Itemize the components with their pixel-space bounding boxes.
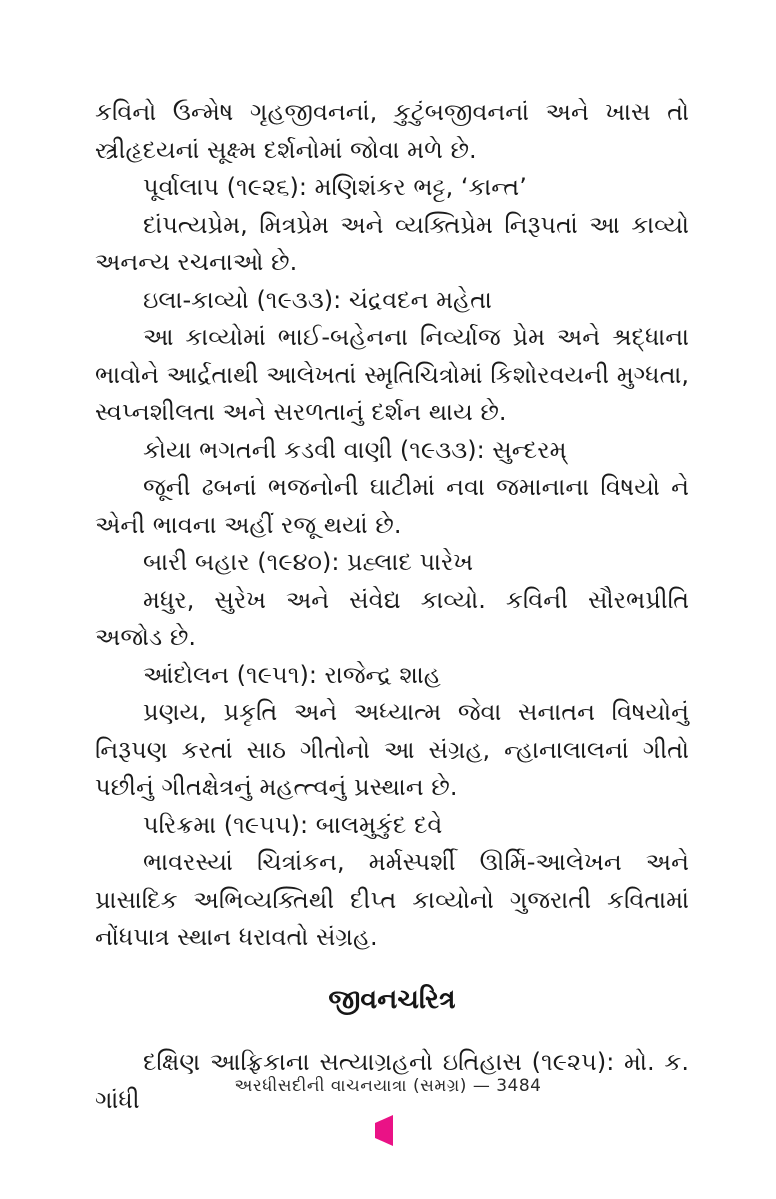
book-entry: કોયા ભગતની કડવી વાણી (૧૯૩૩): સુન્દરમ્ <box>143 435 567 464</box>
paragraph: મધુર, સુરેખ અને સંવેદ્ય કાવ્યો. કવિની સૌરભપ્રીતિ અજોડ છે. <box>95 585 689 651</box>
paragraph: જૂની ઢબનાં ભજનોની ઘાટીમાં નવા જમાનાના વિષયો ને એની ભાવના અહીં રજૂ થયાં છે. <box>95 473 689 539</box>
back-triangle-icon <box>375 1115 393 1146</box>
paragraph: પ્રણય, પ્રકૃતિ અને અધ્યાત્મ જેવા સનાતન વિષયોનું નિરૂપણ કરતાં સાઠ ગીતોનો આ સંગ્રહ, ન્હાનાલાલનાં ગીતો પછીનું ગીતક્ષેત્રનું મહત્ત્વનું પ્રસ્થાન છે. <box>95 698 689 801</box>
footer-text: અરધીસદીની વાચનયાત્રા (સમગ્ર) — 3484 <box>234 1076 542 1096</box>
section-heading: જીવનચરિત્ર <box>328 983 456 1015</box>
book-entry: દક્ષિણ આફ્રિકાના સત્યાગ્રહનો ઇતિહાસ (૧૯૨૫): મો. ક. ગાંધી <box>95 1048 689 1114</box>
book-entry: પૂર્વાલાપ (૧૯૨૬): મણિશંકર ભટ્ટ, ‘કાન્ત’ <box>143 173 527 201</box>
book-entry: પરિક્રમા (૧૯૫૫): બાલમુકુંદ દવે <box>143 810 443 839</box>
paragraph: ભાવરસ્યાં ચિત્રાંકન, મર્મસ્પર્શી ઊર્મિ-આલેખન અને પ્રાસાદિક અભિવ્યક્તિથી દીપ્ત કાવ્યોનો ગુજરાતી કવિતામાં નોંધપાત્ર સ્થાન ધરાવતો સંગ્રહ. <box>95 848 689 951</box>
paragraph: આ કાવ્યોમાં ભાઈ-બહેનના નિર્વ્યાજ પ્રેમ અને શ્રદ્ધાના ભાવોને આર્દ્રતાથી આલેખતાં સ્મૃતિચિત્રોમાં કિશોરવયની મુગ્ધતા, સ્વપ્નશીલતા અને સરળતાનું દર્શન થાય છે. <box>95 323 689 426</box>
paragraph: કવિનો ઉન્મેષ ગૃહજીવનનાં, કુટુંબજીવનનાં અને ખાસ તો સ્ત્રીહૃદયનાં સૂક્ષ્મ દર્શનોમાં જોવા મળે છે. <box>95 98 689 164</box>
book-entry: ઇલા-કાવ્યો (૧૯૩૩): ચંદ્રવદન મહેતા <box>143 285 492 314</box>
text-block <box>95 94 689 1119</box>
book-entry: આંદોલન (૧૯૫૧): રાજેન્દ્ર શાહ <box>143 660 441 689</box>
book-entry: બારી બહાર (૧૯૪૦): પ્રહ્લાદ પારેખ <box>143 548 474 576</box>
page-footer <box>0 1076 776 1096</box>
paragraph: દાંપત્યપ્રેમ, મિત્રપ્રેમ અને વ્યક્તિપ્રેમ નિરૂપતાં આ કાવ્યો અનન્ય રચનાઓ છે. <box>95 210 689 276</box>
previous-page-button[interactable] <box>375 1122 393 1139</box>
